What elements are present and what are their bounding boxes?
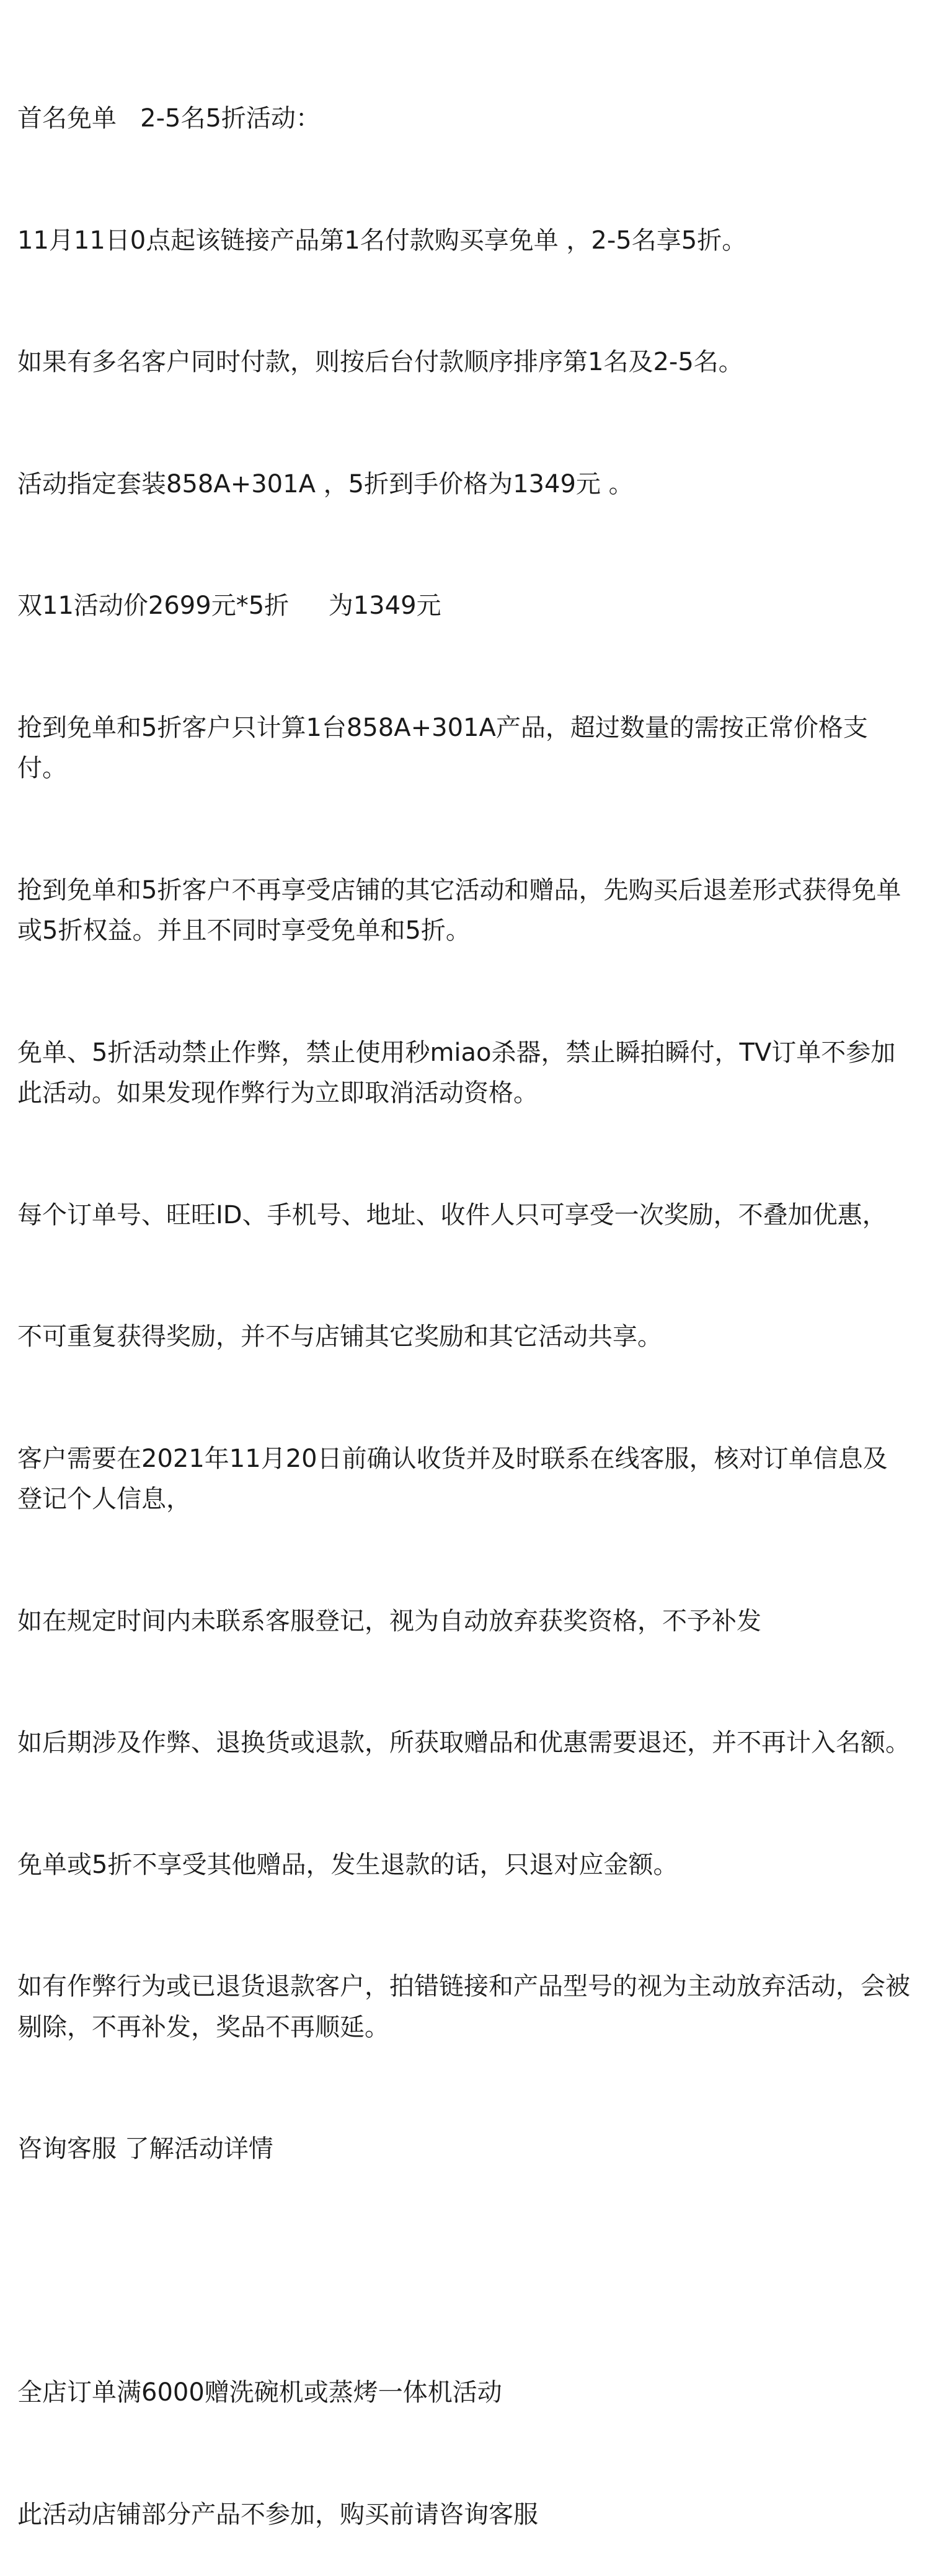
promo-note: 此活动店铺部分产品不参加，购买前请咨询客服 [17,2500,538,2529]
contact-line: 咨询客服 了解活动详情 [17,2135,273,2163]
rule-line: 如在规定时间内未联系客服登记，视为自动放弃获奖资格，不予补发 [17,1606,761,1635]
rule-line: 双11活动价2699元*5折 为1349元 [17,591,441,620]
notice-heading: 首名免单 2-5名5折活动： [17,104,321,133]
promo-title: 全店订单满6000赠洗碗机或蒸烤一体机活动 [17,2378,502,2407]
rule-line: 如果有多名客户同时付款，则按后台付款顺序排序第1名及2-5名。 [17,348,743,376]
rule-line: 客户需要在2021年11月20日前确认收货并及时联系在线客服，核对订单信息及登记个人信息， [17,1444,888,1513]
rule-line: 活动指定套装858A+301A ，5折到手价格为1349元 。 [17,469,634,498]
rule-line: 如有作弊行为或已退货退款客户，拍错链接和产品型号的视为主动放弃活动，会被剔除，不再补发，奖品不再顺延。 [17,1972,910,2042]
rule-line: 不可重复获得奖励，并不与店铺其它奖励和其它活动共享。 [17,1322,662,1351]
rule-line: 免单或5折不享受其他赠品，发生退款的话，只退对应金额。 [17,1850,678,1879]
rule-line: 免单、5折活动禁止作弊，禁止使用秒miao杀器，禁止瞬拍瞬付，TV订单不参加此活动。如果发现作弊行为立即取消活动资格。 [17,1038,896,1107]
rule-line: 抢到免单和5折客户只计算1台858A+301A产品，超过数量的需按正常价格支付。 [17,713,868,782]
blank-spacer [17,2251,910,2292]
rule-line: 11月11日0点起该链接产品第1名付款购买享免单 ，2-5名享5折。 [17,226,747,255]
promotion-notice [17,17,910,2576]
rule-line: 抢到免单和5折客户不再享受店铺的其它活动和赠品，先购买后退差形式获得免单或5折权益。并且不同时享受免单和5折。 [17,875,901,945]
rule-line: 每个订单号、旺旺ID、手机号、地址、收件人只可享受一次奖励，不叠加优惠， [17,1200,887,1229]
rule-line: 如后期涉及作弊、退换货或退款，所获取赠品和优惠需要退还，并不再计入名额。 [17,1728,910,1757]
